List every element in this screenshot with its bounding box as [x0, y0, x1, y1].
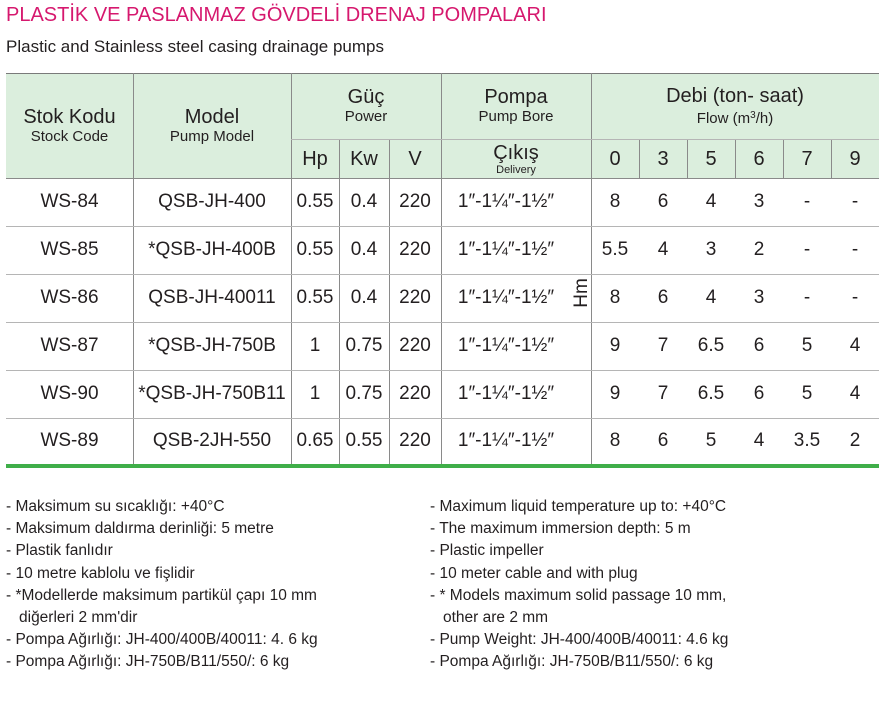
cell-flow: 4	[849, 383, 861, 404]
note-item: - * Models maximum solid passage 10 mm,	[430, 586, 727, 604]
cell-flow: 3	[753, 191, 765, 212]
header-delivery-en: Delivery	[496, 163, 536, 176]
header-model	[133, 73, 291, 178]
header-kw: Kw	[350, 147, 378, 170]
cell-model: *QSB-JH-750B	[148, 335, 276, 356]
cell-bore: 1″-1¼″-1½″	[457, 191, 555, 212]
header-power-en: Power	[344, 108, 388, 125]
cell-bore: 1″-1¼″-1½″	[457, 383, 555, 404]
cell-model: QSB-JH-40011	[148, 287, 276, 308]
cell-model: *QSB-JH-400B	[148, 239, 276, 260]
cell-bore: 1″-1¼″-1½″	[457, 335, 555, 356]
cell-flow: -	[851, 191, 859, 212]
cell-flow: 4	[657, 239, 669, 260]
cell-model: *QSB-JH-750B11	[138, 383, 286, 404]
note-item: - 10 meter cable and with plug	[430, 564, 638, 582]
header-flow-en	[697, 107, 773, 128]
divider	[831, 139, 832, 178]
cell-flow: 6	[753, 335, 765, 356]
header-stock-code	[6, 73, 133, 178]
cell-stock-code: WS-89	[40, 430, 99, 451]
cell-flow: -	[851, 239, 859, 260]
cell-voltage: 220	[399, 287, 431, 308]
cell-hp: 0.55	[296, 191, 334, 212]
header-head-6: 6	[753, 147, 765, 170]
header-bore-en: Pump Bore	[478, 108, 554, 125]
notes-turkish	[6, 496, 318, 674]
header-head-7: 7	[801, 147, 813, 170]
header-stock-en: Stock Code	[30, 127, 109, 145]
cell-flow: 6	[657, 430, 669, 451]
cell-kw: 0.75	[345, 335, 383, 356]
cell-hp: 1	[309, 383, 321, 404]
cell-flow: 5	[801, 335, 813, 356]
page-subtitle: Plastic and Stainless steel casing drainage pumps	[6, 37, 384, 56]
cell-kw: 0.4	[350, 239, 378, 260]
cell-flow: 5	[801, 383, 813, 404]
header-model-tr: Model	[184, 105, 240, 128]
cell-flow: 7	[657, 335, 669, 356]
cell-voltage: 220	[399, 239, 431, 260]
head-meters-label	[571, 248, 593, 338]
cell-bore: 1″-1¼″-1½″	[457, 239, 555, 260]
cell-flow: -	[851, 287, 859, 308]
header-power	[291, 73, 441, 139]
cell-flow: 4	[705, 191, 717, 212]
cell-flow: 5.5	[601, 239, 629, 260]
cell-flow: -	[803, 239, 811, 260]
cell-flow: 4	[849, 335, 861, 356]
header-head-5: 5	[705, 147, 717, 170]
cell-model: QSB-2JH-550	[152, 430, 272, 451]
cell-flow: 9	[609, 335, 621, 356]
cell-flow: 8	[609, 191, 621, 212]
cell-flow: 3	[705, 239, 717, 260]
header-flow-en-sup: 3	[750, 109, 756, 121]
cell-flow: 4	[705, 287, 717, 308]
note-item: - Maksimum su sıcaklığı: +40°C	[6, 498, 225, 515]
cell-flow: 9	[609, 383, 621, 404]
header-v: V	[408, 147, 422, 170]
cell-stock-code: WS-86	[40, 287, 99, 308]
header-delivery	[441, 139, 591, 178]
header-stock-tr: Stok Kodu	[23, 105, 116, 128]
note-item: diğerleri 2 mm'dir	[19, 609, 138, 627]
divider	[639, 139, 640, 178]
header-model-en: Pump Model	[169, 127, 255, 145]
page-title: PLASTİK VE PASLANMAZ GÖVDELİ DRENAJ POMPALARI	[6, 4, 547, 26]
cell-flow: 3.5	[793, 430, 821, 451]
header-power-tr: Güç	[347, 86, 385, 108]
cell-flow: 6	[753, 383, 765, 404]
note-item: - *Modellerde maksimum partikül çapı 10 mm	[6, 586, 317, 604]
cell-kw: 0.75	[345, 383, 383, 404]
divider	[687, 139, 688, 178]
note-item: other are 2 mm	[443, 609, 549, 627]
header-head-9: 9	[849, 147, 861, 170]
cell-voltage: 220	[399, 191, 431, 212]
note-item: - Maksimum daldırma derinliği: 5 metre	[6, 520, 274, 538]
header-hp: Hp	[302, 147, 328, 170]
cell-hp: 0.55	[296, 287, 334, 308]
cell-flow: 5	[705, 430, 717, 451]
header-flow-en-a: Flow (m	[696, 109, 751, 127]
notes-english	[430, 496, 728, 674]
cell-flow: 8	[609, 287, 621, 308]
cell-flow: -	[803, 287, 811, 308]
cell-flow: 6.5	[697, 383, 725, 404]
cell-model: QSB-JH-400	[158, 191, 266, 212]
note-item: - Pompa Ağırlığı: JH-400/400B/40011: 4. 6 kg	[6, 631, 318, 649]
note-item: - 10 metre kablolu ve fişlidir	[6, 564, 195, 582]
header-pump-bore	[441, 73, 591, 139]
head-meters-text: Hm	[571, 278, 592, 308]
cell-flow: 3	[753, 287, 765, 308]
cell-hp: 0.55	[296, 239, 334, 260]
cell-stock-code: WS-84	[40, 191, 99, 212]
note-item: - Plastik fanlıdır	[6, 542, 113, 560]
divider	[735, 139, 736, 178]
header-flow-en-b: /h)	[755, 109, 774, 127]
cell-voltage: 220	[399, 335, 431, 356]
header-flow	[591, 73, 879, 139]
divider	[783, 139, 784, 178]
cell-hp: 1	[309, 335, 321, 356]
header-bore-tr: Pompa	[484, 86, 548, 108]
cell-kw: 0.55	[345, 430, 383, 451]
cell-flow: 4	[753, 430, 765, 451]
cell-flow: 8	[609, 430, 621, 451]
cell-kw: 0.4	[350, 287, 378, 308]
cell-flow: 7	[657, 383, 669, 404]
cell-flow: 2	[753, 239, 765, 260]
cell-flow: -	[803, 191, 811, 212]
note-item: - Maximum liquid temperature up to: +40°C	[430, 498, 727, 515]
cell-voltage: 220	[399, 383, 431, 404]
cell-hp: 0.65	[296, 430, 334, 451]
cell-flow: 6	[657, 287, 669, 308]
note-item: - Plastic impeller	[430, 542, 544, 560]
cell-voltage: 220	[399, 430, 431, 451]
cell-stock-code: WS-87	[40, 335, 99, 356]
table-bottom-accent-line	[6, 464, 879, 468]
divider	[291, 139, 879, 140]
header-head-0: 0	[609, 147, 621, 170]
note-item: - Pompa Ağırlığı: JH-750B/B11/550/: 6 kg	[430, 653, 714, 671]
cell-flow: 2	[849, 430, 861, 451]
pump-table	[6, 73, 879, 466]
header-head-3: 3	[657, 147, 669, 170]
note-item: - Pompa Ağırlığı: JH-750B/B11/550/: 6 kg	[6, 653, 290, 671]
cell-flow: 6	[657, 191, 669, 212]
cell-bore: 1″-1¼″-1½″	[457, 287, 555, 308]
cell-kw: 0.4	[350, 191, 378, 212]
note-item: - The maximum immersion depth: 5 m	[430, 520, 691, 538]
note-item: - Pump Weight: JH-400/400B/40011: 4.6 kg	[430, 631, 729, 649]
cell-stock-code: WS-90	[40, 383, 99, 404]
header-delivery-tr: Çıkış	[493, 141, 539, 164]
cell-bore: 1″-1¼″-1½″	[457, 430, 555, 451]
cell-flow: 6.5	[697, 335, 725, 356]
header-flow-tr: Debi (ton- saat)	[666, 84, 804, 107]
cell-stock-code: WS-85	[40, 239, 99, 260]
